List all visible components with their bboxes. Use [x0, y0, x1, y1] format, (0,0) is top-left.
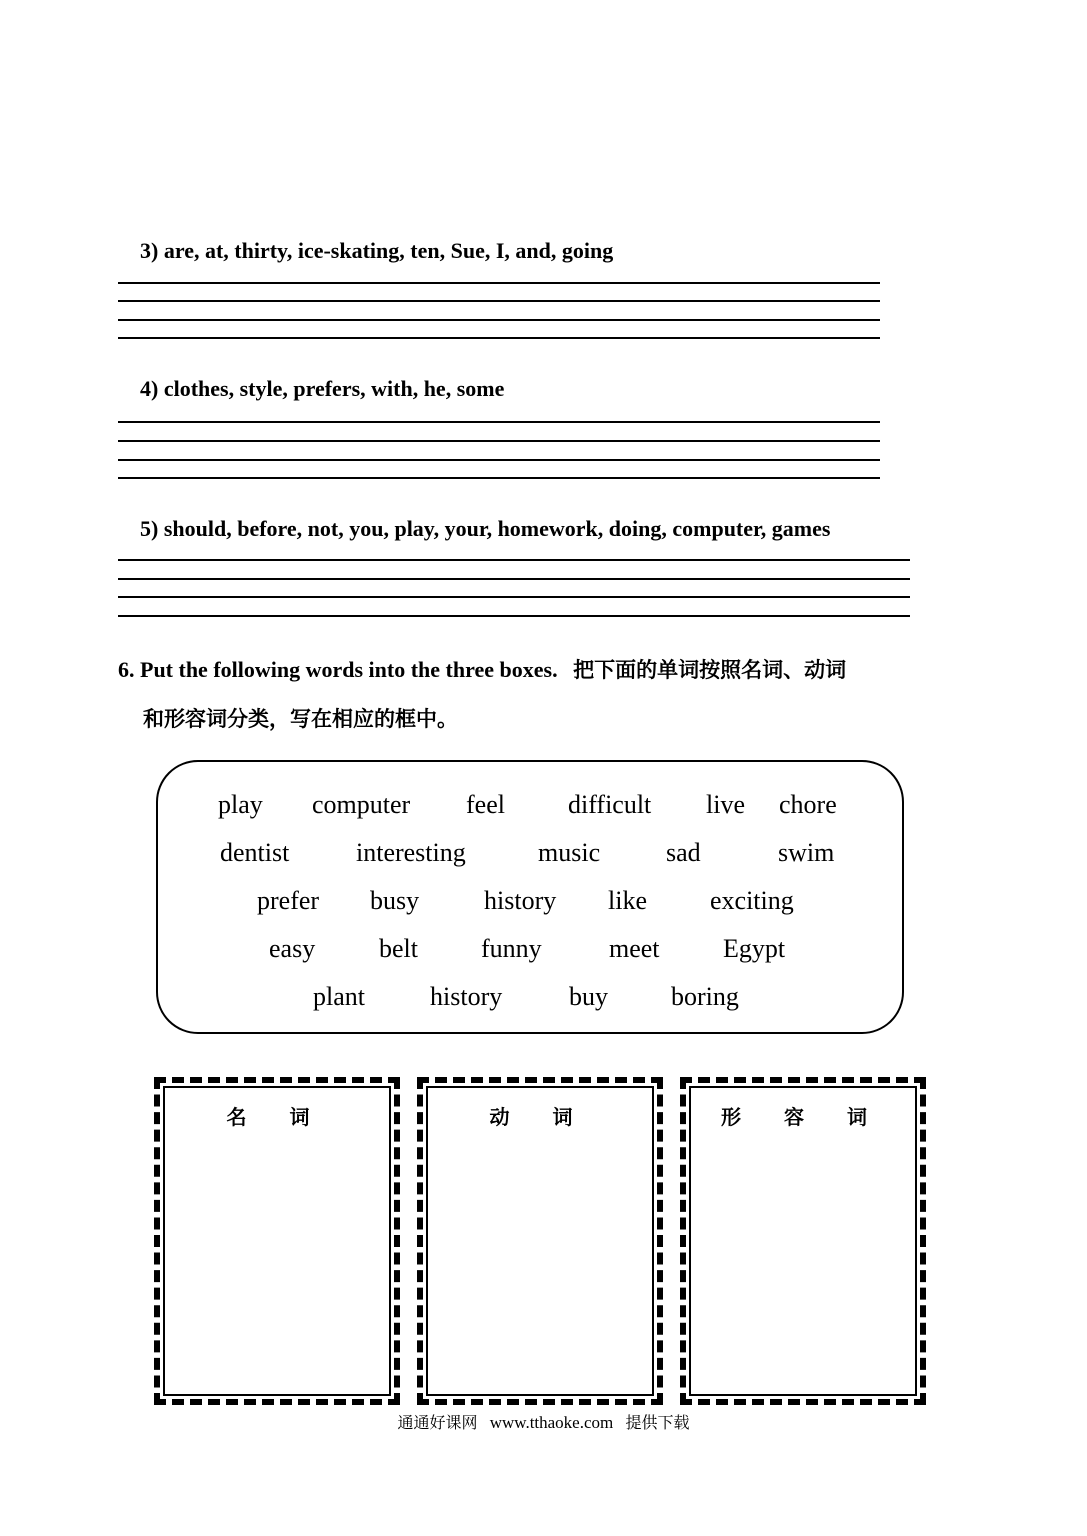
word-item: swim — [778, 838, 835, 867]
word-item: buy — [569, 982, 608, 1011]
answer-line — [118, 459, 880, 461]
word-item: difficult — [568, 790, 652, 819]
question-6-title — [118, 654, 846, 684]
page-footer — [0, 1410, 1087, 1433]
answer-line — [118, 337, 880, 339]
answer-line — [118, 300, 880, 302]
word-item: feel — [466, 790, 505, 819]
word-item: boring — [671, 982, 739, 1011]
question-6-chinese-line2: 和形容词分类，写在相应的框中。 — [143, 707, 458, 731]
category-box-inner — [426, 1086, 654, 1396]
answer-line — [118, 440, 880, 442]
word-item: sad — [666, 838, 701, 867]
word-item: funny — [481, 934, 542, 963]
word-item: meet — [609, 934, 660, 963]
question-6-chinese-line1: 把下面的单词按照名词、动词 — [573, 658, 847, 682]
question-6-english: 6. Put the following words into the three boxes. — [118, 657, 558, 682]
exercise-5-prompt: 5) should, before, not, you, play, your, homework, doing, computer, games — [140, 516, 831, 541]
footer-site-name: 通通好课网 — [397, 1413, 478, 1432]
category-box-adjectives[interactable] — [680, 1077, 926, 1405]
footer-suffix: 提供下载 — [625, 1413, 690, 1432]
word-item: play — [218, 790, 263, 819]
answer-line — [118, 578, 910, 580]
answer-line — [118, 559, 910, 561]
word-item: live — [706, 790, 745, 819]
word-item: easy — [269, 934, 316, 963]
answer-line — [118, 596, 910, 598]
word-item: plant — [313, 982, 365, 1011]
word-item: computer — [312, 790, 411, 819]
word-item: prefer — [257, 886, 320, 915]
category-box-nouns[interactable] — [154, 1077, 400, 1405]
word-item: history — [430, 982, 503, 1011]
answer-line — [118, 421, 880, 423]
category-box-inner — [689, 1086, 917, 1396]
category-box-verbs[interactable] — [417, 1077, 663, 1405]
category-box-inner — [163, 1086, 391, 1396]
category-label-verbs: 动 词 — [489, 1105, 591, 1129]
question-6-title-cont — [143, 703, 458, 733]
word-item: history — [484, 886, 557, 915]
word-item: chore — [779, 790, 837, 819]
word-item: interesting — [356, 838, 466, 867]
word-item: exciting — [710, 886, 794, 915]
word-item: busy — [370, 886, 420, 915]
word-item: belt — [379, 934, 418, 963]
answer-line — [118, 477, 880, 479]
exercise-3-prompt: 3) are, at, thirty, ice-skating, ten, Sue, I, and, going — [140, 238, 614, 263]
answer-line — [118, 319, 880, 321]
answer-line — [118, 282, 880, 284]
footer-url: www.tthaoke.com — [489, 1413, 614, 1432]
word-item: Egypt — [723, 934, 786, 963]
word-item: dentist — [220, 838, 290, 867]
answer-line — [118, 615, 910, 617]
word-item: music — [538, 838, 601, 867]
exercise-4-prompt: 4) clothes, style, prefers, with, he, some — [140, 376, 505, 401]
category-label-adjectives: 形 容 词 — [721, 1105, 885, 1129]
category-label-nouns: 名 词 — [226, 1105, 328, 1129]
word-item: like — [608, 886, 647, 915]
